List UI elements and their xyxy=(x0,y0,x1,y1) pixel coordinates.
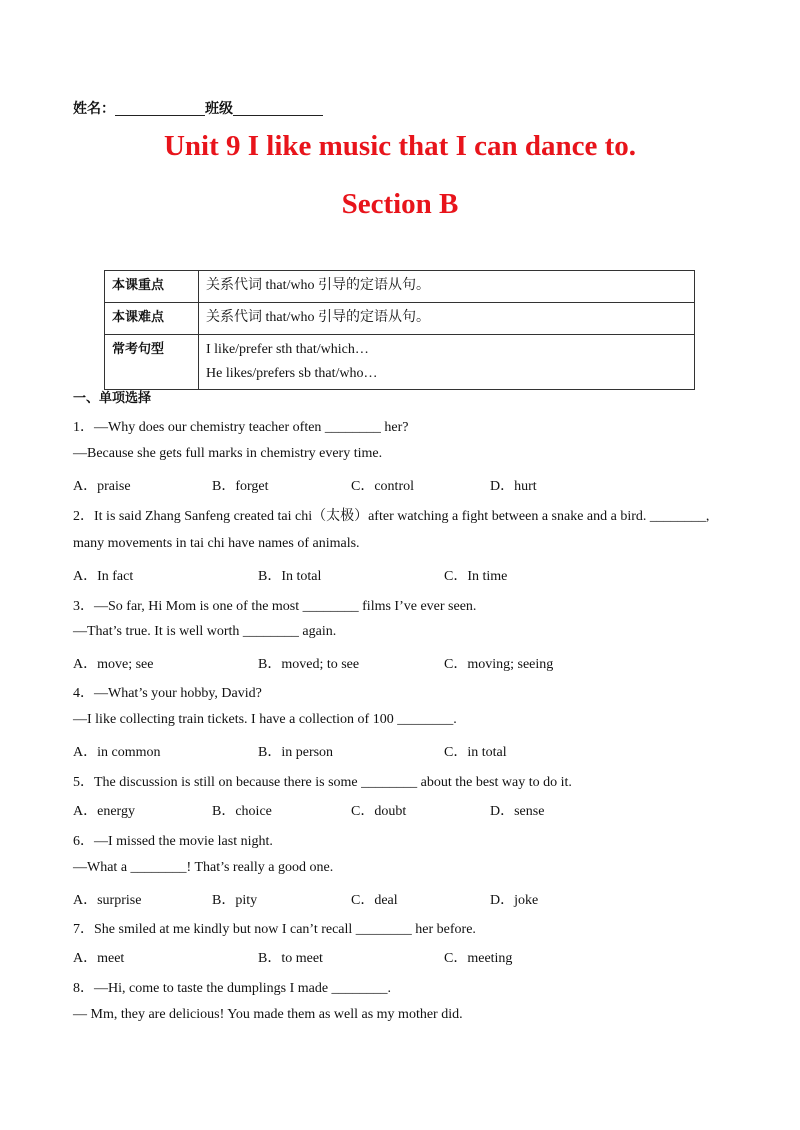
question-6-option-d[interactable]: D．joke xyxy=(490,893,539,908)
class-label: 班级 xyxy=(205,101,233,117)
row-value xyxy=(199,335,695,390)
question-8-stem: 8．—Hi, come to taste the dumplings I made ________. xyxy=(73,981,392,996)
question-3-option-a[interactable]: A．move; see xyxy=(73,657,154,672)
question-3-option-b[interactable]: B．moved; to see xyxy=(258,657,360,672)
question-5-option-c[interactable]: C．doubt xyxy=(351,804,407,819)
question-4-option-a[interactable]: A．in common xyxy=(73,745,161,760)
question-5-option-a[interactable]: A．energy xyxy=(73,804,135,819)
question-4-reply: —I like collecting train tickets. I have a collection of 100 ________. xyxy=(73,712,457,727)
question-6-option-b[interactable]: B．pity xyxy=(212,893,258,908)
question-7-option-b[interactable]: B．to meet xyxy=(258,951,323,966)
question-7-option-c[interactable]: C．meeting xyxy=(444,951,513,966)
question-2-stem: 2．It is said Zhang Sanfeng created tai chi（太极）after watching a fight between a snake and a bird. ________, xyxy=(73,509,710,524)
table-row xyxy=(105,271,695,303)
question-1-option-b[interactable]: B．forget xyxy=(212,479,269,494)
question-1-stem: 1．—Why does our chemistry teacher often ________ her? xyxy=(73,420,409,435)
question-5-stem: 5．The discussion is still on because there is some ________ about the best way to do it. xyxy=(73,775,572,790)
name-label: 姓名： xyxy=(73,101,115,117)
student-info-line xyxy=(73,98,323,118)
question-1-option-c[interactable]: C．control xyxy=(351,479,414,494)
question-3-reply: —That’s true. It is well worth ________ again. xyxy=(73,624,337,639)
question-5-option-d[interactable]: D．sense xyxy=(490,804,545,819)
question-4-option-b[interactable]: B．in person xyxy=(258,745,334,760)
question-1-reply: —Because she gets full marks in chemistry every time. xyxy=(73,446,383,461)
question-7-stem: 7．She smiled at me kindly but now I can’t recall ________ her before. xyxy=(73,922,476,937)
lesson-summary-table xyxy=(104,270,695,390)
question-6-option-a[interactable]: A．surprise xyxy=(73,893,142,908)
question-4-stem: 4．—What’s your hobby, David? xyxy=(73,686,262,701)
row-value xyxy=(199,271,695,303)
question-6-reply: —What a ________! That’s really a good one. xyxy=(73,860,334,875)
row-key: 本课重点 xyxy=(105,271,199,303)
row-value xyxy=(199,303,695,335)
row-value-line: I like/prefer sth that/which… xyxy=(206,342,369,357)
table-row xyxy=(105,335,695,390)
question-3-option-c[interactable]: C．moving; seeing xyxy=(444,657,554,672)
section-heading: 一、单项选择 xyxy=(73,391,152,406)
row-key: 本课难点 xyxy=(105,303,199,335)
question-8-reply: — Mm, they are delicious! You made them as well as my mother did. xyxy=(73,1007,463,1022)
question-2-option-c[interactable]: C．In time xyxy=(444,569,508,584)
question-1-option-d[interactable]: D．hurt xyxy=(490,479,537,494)
row-key: 常考句型 xyxy=(105,335,199,390)
question-3-stem: 3．—So far, Hi Mom is one of the most ________ films I’ve ever seen. xyxy=(73,599,477,614)
question-2-stem-cont: many movements in tai chi have names of animals. xyxy=(73,536,360,551)
question-4-option-c[interactable]: C．in total xyxy=(444,745,507,760)
question-7-option-a[interactable]: A．meet xyxy=(73,951,125,966)
table-row xyxy=(105,303,695,335)
row-value-line: 关系代词 that/who 引导的定语从句。 xyxy=(206,310,430,325)
row-value-line: He likes/prefers sb that/who… xyxy=(206,366,378,381)
section-title: Section B xyxy=(341,188,459,220)
question-1-option-a[interactable]: A．praise xyxy=(73,479,131,494)
question-6-stem: 6．—I missed the movie last night. xyxy=(73,834,273,849)
unit-title: Unit 9 I like music that I can dance to. xyxy=(163,130,637,162)
question-5-option-b[interactable]: B．choice xyxy=(212,804,272,819)
row-value-line: 关系代词 that/who 引导的定语从句。 xyxy=(206,278,430,293)
question-6-option-c[interactable]: C．deal xyxy=(351,893,398,908)
name-blank xyxy=(115,101,205,116)
class-blank xyxy=(233,101,323,116)
question-2-option-a[interactable]: A．In fact xyxy=(73,569,134,584)
question-2-option-b[interactable]: B．In total xyxy=(258,569,322,584)
